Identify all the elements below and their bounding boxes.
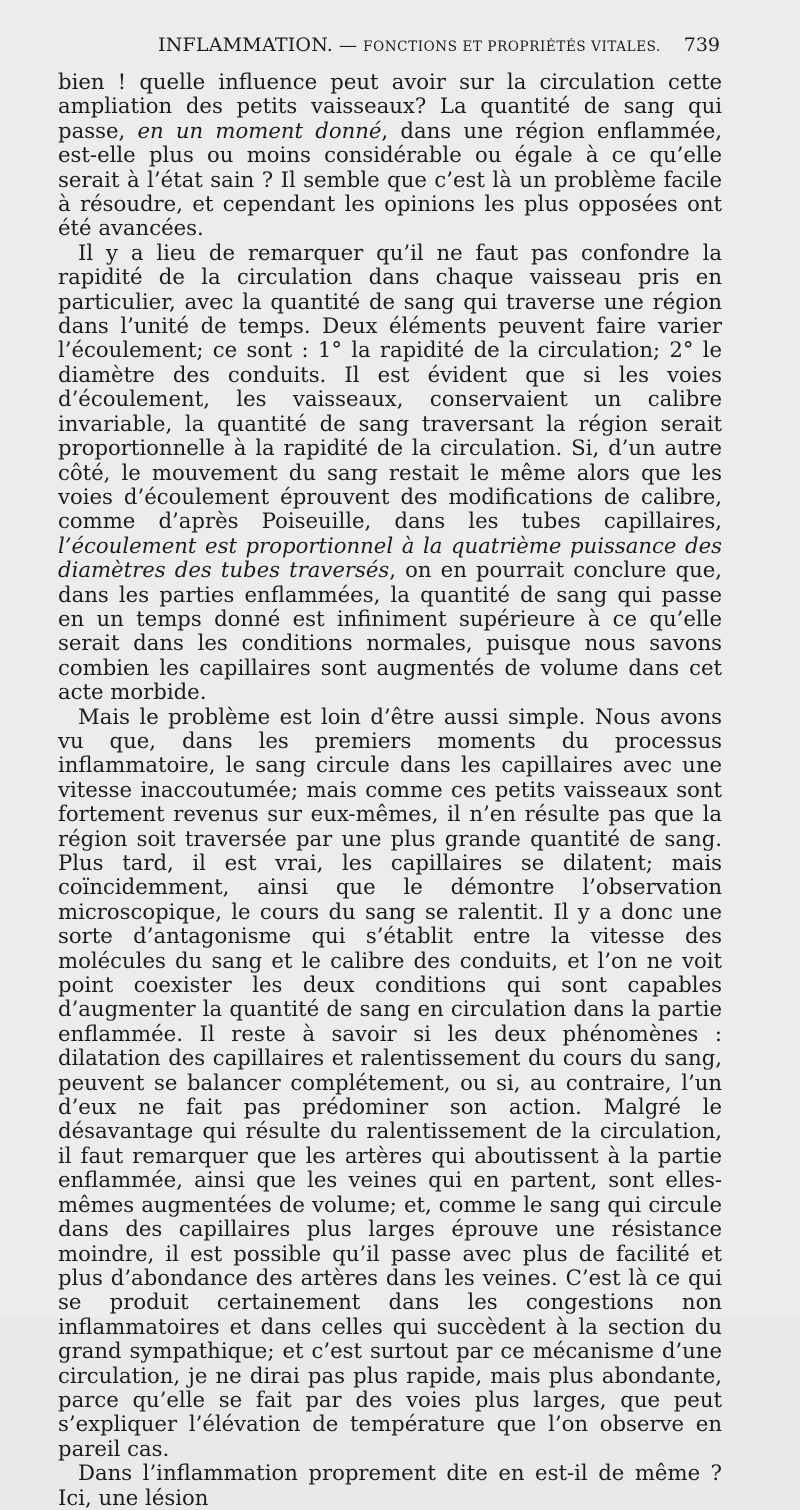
text-segment: , on en pourrait conclure que, dans les parties enflammées, la quantité de sang qui passe en un temps donné est infiniment supérieure à ce qu’elle serait dans les conditions normales, puisque nous savons combien les capillaires sont augmentés de volume dans cet acte morbide.	[58, 557, 723, 705]
text-segment: Dans l’inflammation proprement dite en est-il de même ? Ici, une lésion	[58, 1460, 722, 1510]
running-head-subtitle: FONCTIONS ET PROPRIÉTÉS VITALES.	[363, 39, 661, 55]
running-head-dash: —	[338, 35, 358, 56]
running-head-title: INFLAMMATION.	[158, 34, 334, 56]
paragraph-3	[58, 705, 722, 1462]
text-segment: bien ! quelle influence peut avoir sur la circulation cette ampliation des petits vaisseaux? La quantité de sang qui passe,	[58, 69, 722, 143]
paragraph-4	[58, 1461, 722, 1510]
running-head	[158, 34, 661, 56]
italic-text-segment: en un moment donné	[137, 117, 382, 143]
paragraph-1	[58, 70, 722, 241]
text-segment: Mais le problème est loin d’être aussi simple. Nous avons vu que, dans les premiers moments du processus inflammatoire, le sang circule dans les capillaires avec une vitesse inaccoutumée; mais comme ces petits vaisseaux sont fortement revenus sur eux-mêmes, il n’en résulte pas que la région soit traversée par une plus grande quantité de sang. Plus tard, il est vrai, les capillaires se dilatent; mais coïncidemment, ainsi que le démontre l’observation microscopique, le cours du sang se ralentit. Il y a donc une sorte d’antagonisme qui s’établit entre la vitesse des molécules du sang et le calibre des conduits, et l’on ne voit point coexister les deux conditions qui sont capables d’augmenter la quantité de sang en circulation dans la partie enflammée. Il reste à savoir si les deux phénomènes : dilatation des capillaires et ralentissement du cours du sang, peuvent se balancer complétement, ou si, au contraire, l’un d’eux ne fait pas prédominer son action. Malgré le désavantage qui résulte du ralentissement de la circulation, il faut remarquer que les artères qui aboutissent à la partie enflammée, ainsi que les veines qui en partent, sont elles-mêmes augmentées de volume; et, comme le sang qui circule dans des capillaires plus larges éprouve une résistance moindre, il est possible qu’il passe avec plus de facilité et plus d’abondance des artères dans les veines. C’est là ce qui se produit certainement dans les congestions non inflammatoires et dans celles qui succèdent à la section du grand sympathique; et c’est surtout par ce mécanisme d’une circulation, je ne dirai pas plus rapide, mais plus abondante, parce qu’elle se fait par des voies plus larges, que peut s’expliquer l’élévation de température que l’on observe en pareil cas.	[58, 703, 722, 1461]
body-text	[58, 70, 722, 1510]
italic-text-segment: l’écoulement est proportionnel à la quatrième puissance des diamètres des tubes traversés	[58, 532, 722, 583]
text-segment: Il y a lieu de remarquer qu’il ne faut pas confondre la rapidité de la circulation dans chaque vaisseau pris en particulier, avec la quantité de sang qui traverse une région dans l’unité de temps. Deux éléments peuvent faire varier l’écoulement; ce sont : 1° la rapidité de la circulation; 2° le diamètre des conduits. Il est évident que si les voies d’écoulement, les vaisseaux, conservaient un calibre invariable, la quantité de sang traversant la région serait proportionnelle à la rapidité de la circulation. Si, d’un autre côté, le mouvement du sang restait le même alors que les voies d’écoulement éprouvent des modifications de calibre, comme d’après Poiseuille, dans les tubes capillaires,	[58, 239, 722, 534]
text-segment: , dans une région enflammée, est-elle plus ou moins considérable ou égale à ce qu’elle serait à l’état sain ? Il semble que c’est là un problème facile à résoudre, et cependant les opinions les plus opposées ont été avancées.	[58, 117, 722, 241]
paragraph-2	[58, 241, 722, 705]
page-number: 739	[683, 34, 720, 56]
page-header	[58, 34, 720, 66]
